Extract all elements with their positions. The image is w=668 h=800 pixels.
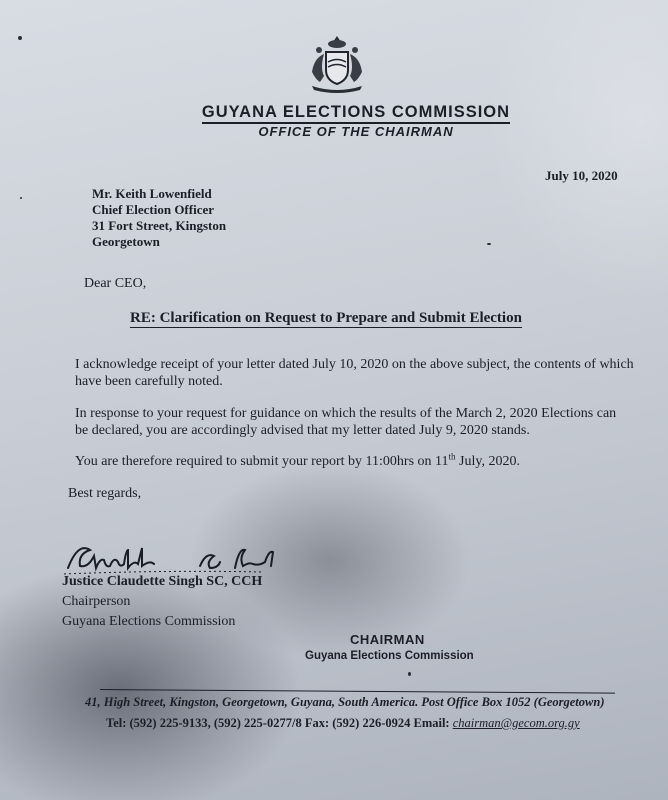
- letter-date: July 10, 2020: [545, 168, 618, 183]
- org-name-text: GUYANA ELECTIONS COMMISSION: [202, 103, 510, 124]
- signer-name: Justice Claudette Singh SC, CCH: [62, 574, 263, 589]
- handwritten-signature: [60, 538, 300, 578]
- subject-line: RE: Clarification on Request to Prepare and Submit Election: [130, 310, 522, 326]
- ink-speck: [18, 36, 22, 40]
- stamp-title: CHAIRMAN: [350, 632, 425, 647]
- stamp-organization: Guyana Elections Commission: [305, 650, 474, 662]
- coat-of-arms-icon: [306, 34, 368, 96]
- paragraph-3-end: July, 2020.: [455, 454, 520, 469]
- ordinal-suffix: th: [448, 451, 456, 462]
- recipient-title: Chief Election Officer: [92, 202, 215, 217]
- ink-speck: [20, 197, 22, 199]
- ink-speck: [487, 243, 491, 245]
- paragraph-1-line-1: I acknowledge receipt of your letter dated July 10, 2020 on the above subject, the contents of which: [75, 357, 634, 372]
- letterhead-office: OFFICE OF THE CHAIRMAN: [258, 124, 454, 139]
- footer-contact: [106, 716, 580, 731]
- paragraph-2-line-2: be declared, you are accordingly advised that my letter dated July 9, 2020 stands.: [75, 423, 530, 438]
- body-paragraph-3: [75, 453, 655, 470]
- footer-email-link[interactable]: chairman@gecom.org.gy: [452, 716, 580, 730]
- footer-phone-fax: Tel: (592) 225-9133, (592) 225-0277/8 Fax: (592) 226-0924 Email:: [106, 716, 453, 730]
- ink-speck: [408, 672, 411, 676]
- footer-divider: [100, 689, 615, 694]
- body-paragraph-1: [75, 356, 655, 390]
- salutation: Dear CEO,: [84, 276, 147, 291]
- recipient-city: Georgetown: [92, 234, 160, 249]
- closing: Best regards,: [68, 486, 142, 501]
- letterhead-org-name: [0, 103, 668, 122]
- recipient-name: Mr. Keith Lowenfield: [92, 186, 212, 201]
- recipient-address-block: [92, 186, 226, 250]
- paragraph-3-text: You are therefore required to submit your report by 11:00hrs on 11: [75, 454, 449, 469]
- signer-organization: Guyana Elections Commission: [62, 614, 236, 629]
- signer-title: Chairperson: [62, 594, 131, 609]
- body-paragraph-2: [75, 405, 655, 439]
- paragraph-2-line-1: In response to your request for guidance on which the results of the March 2, 2020 Elections can: [75, 406, 617, 421]
- paragraph-1-line-2: have been carefully noted.: [75, 374, 223, 389]
- footer-address: 41, High Street, Kingston, Georgetown, Guyana, South America. Post Office Box 1052 (Georgetown): [85, 695, 605, 709]
- recipient-street: 31 Fort Street, Kingston: [92, 218, 227, 233]
